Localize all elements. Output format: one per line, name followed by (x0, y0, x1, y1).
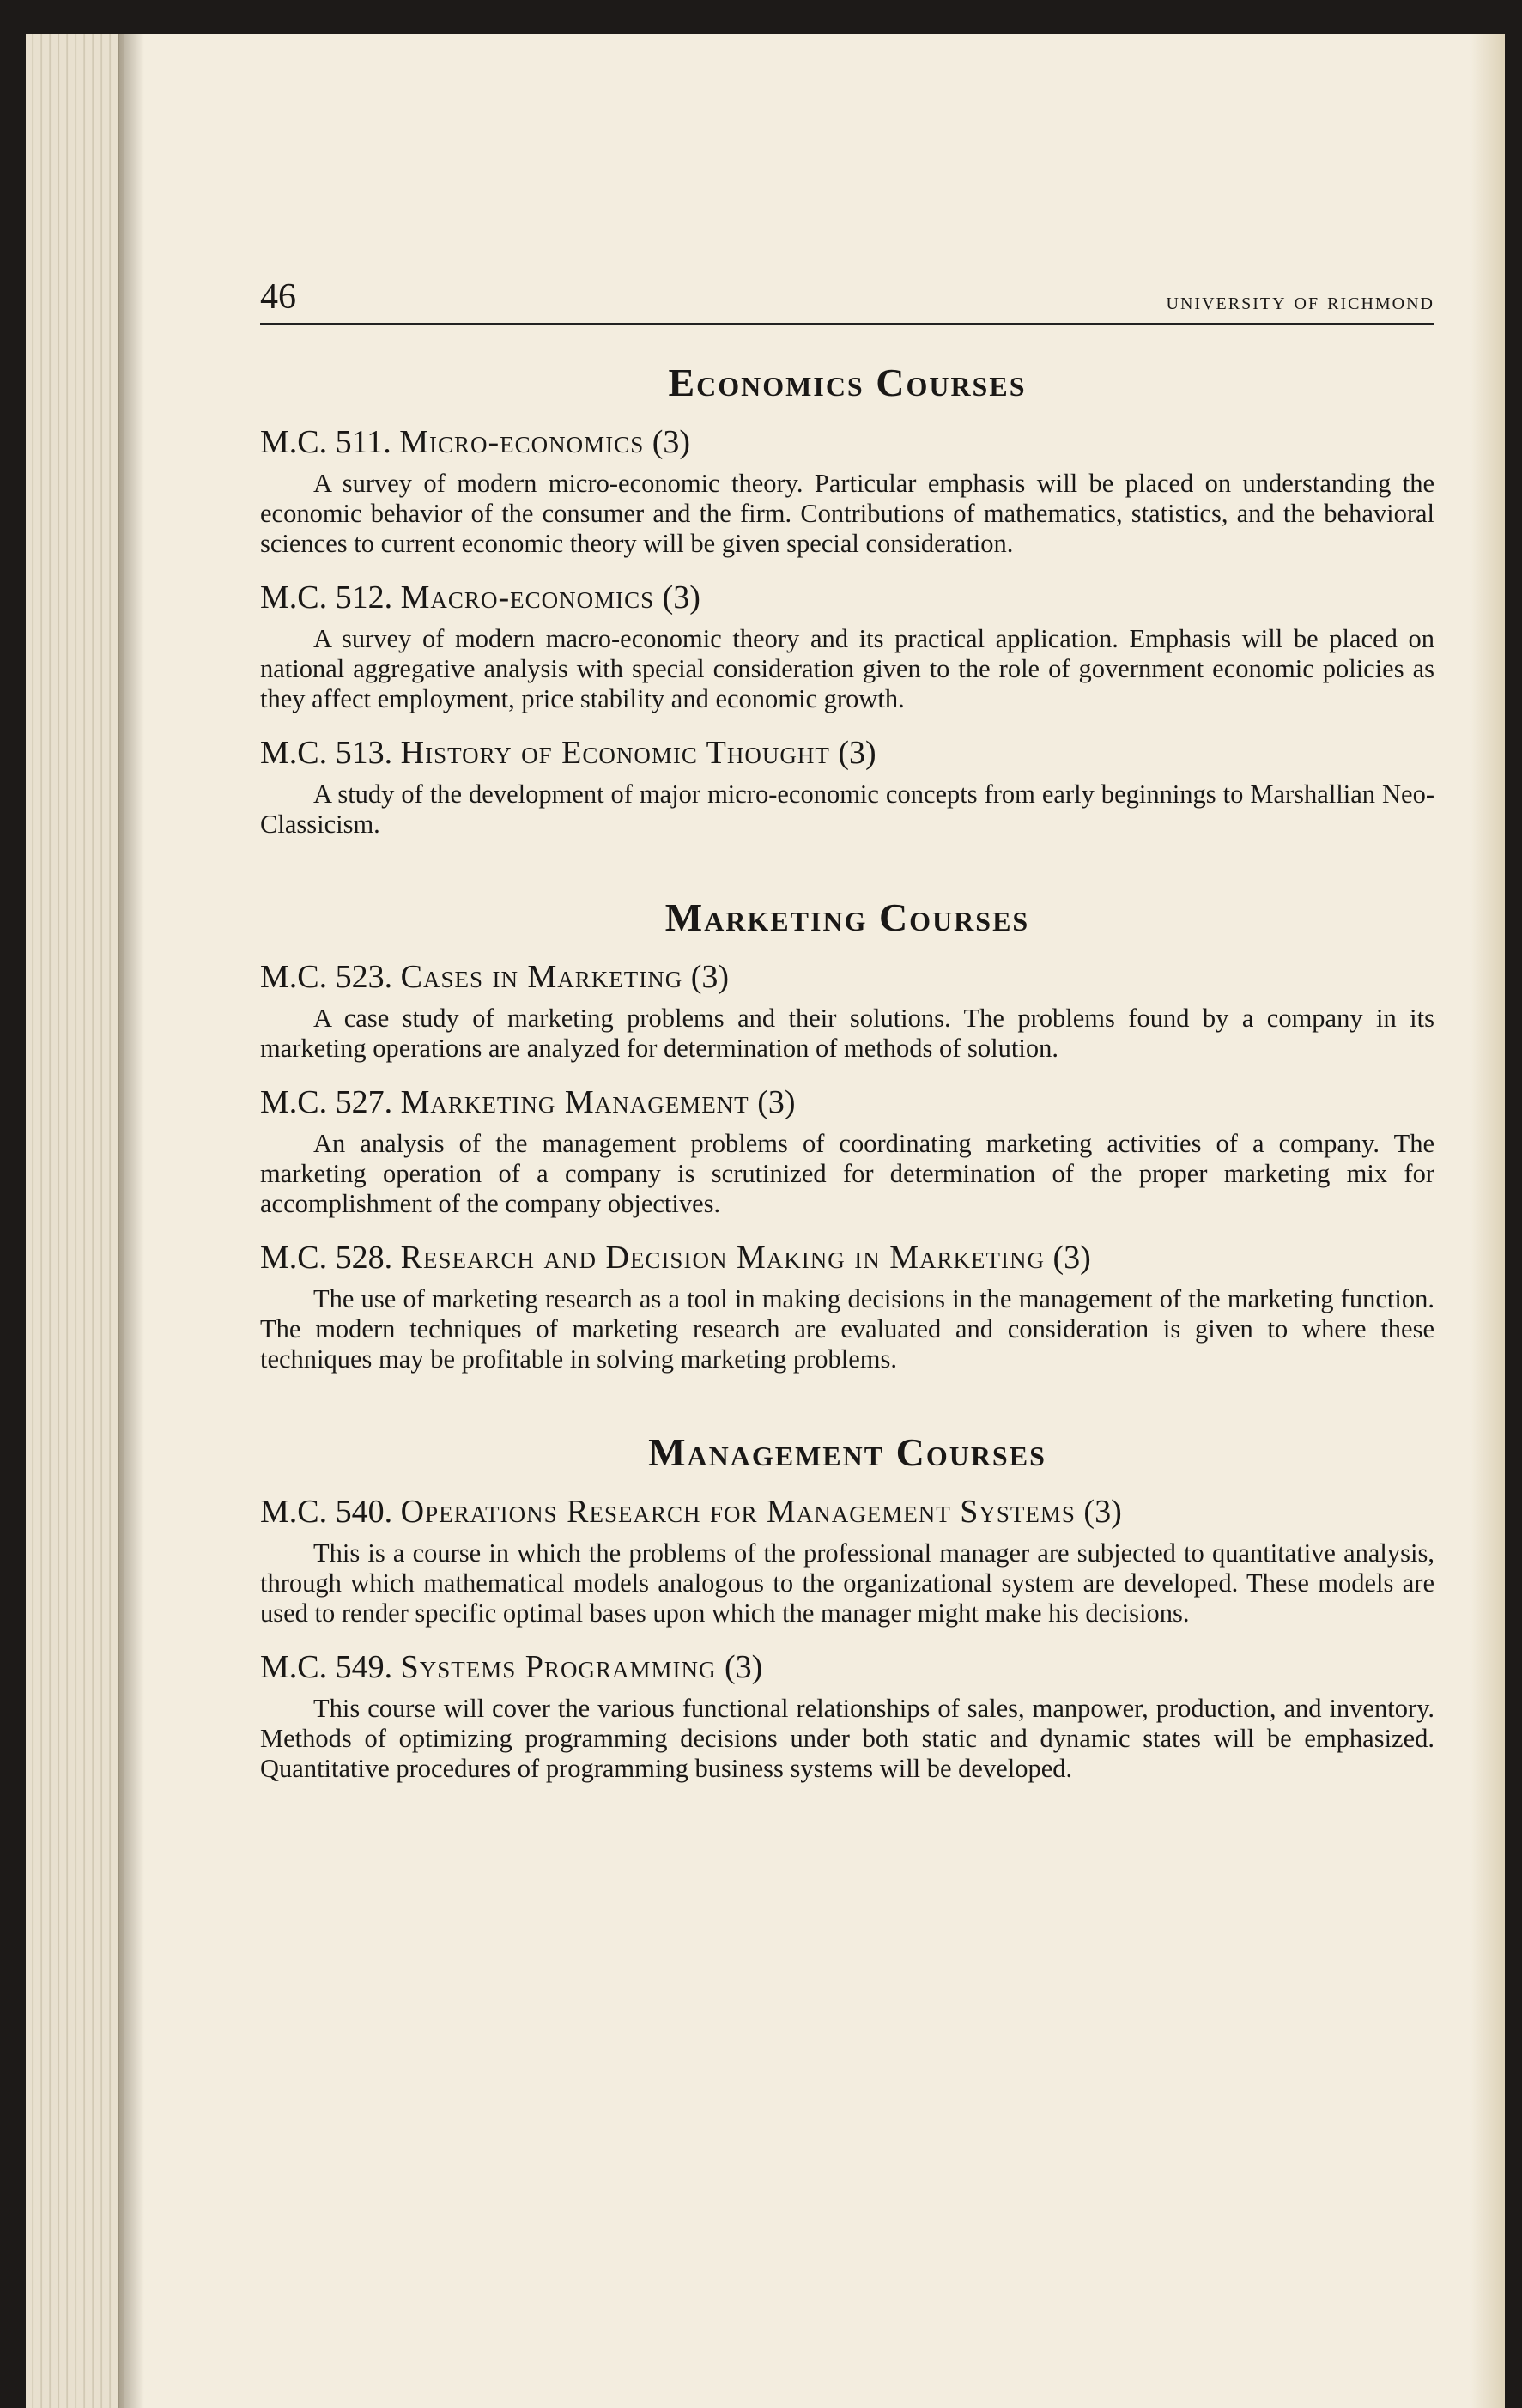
course-credits: (3) (662, 579, 700, 616)
page-header (260, 258, 1434, 325)
course-name: Operations Research for Management Systems (400, 1494, 1076, 1530)
course-description: A survey of modern macro-economic theory and its practical application. Emphasis will be placed on national aggregative analysis with special consideration given to the role of government economic policies as they affect employment, price stability and economic growth. (260, 624, 1434, 713)
page-gutter-shadow (1470, 34, 1505, 2408)
course-code: M.C. 523. (260, 959, 393, 995)
section-heading-management: Management Courses (648, 1430, 1046, 1474)
course-credits: (3) (757, 1084, 796, 1120)
course-entry (260, 1492, 1434, 1629)
book-page-edges (26, 34, 124, 2408)
page-number: 46 (260, 277, 296, 317)
course-title (260, 1492, 1434, 1532)
course-credits: (3) (1083, 1494, 1122, 1530)
course-credits: (3) (1052, 1240, 1091, 1276)
course-name: History of Economic Thought (400, 735, 830, 771)
course-code: M.C. 549. (260, 1649, 393, 1685)
course-entry (260, 1238, 1434, 1374)
section-heading-economics: Economics Courses (668, 361, 1027, 404)
course-title (260, 422, 1434, 462)
course-entry (260, 733, 1434, 840)
course-description: A study of the development of major micro-economic concepts from early beginnings to Marshallian Neo-Classicism. (260, 779, 1434, 839)
course-entry (260, 578, 1434, 714)
course-entry (260, 957, 1434, 1064)
course-description: This is a course in which the problems of the professional manager are subjected to quantitative analysis, through which mathematical models analogous to the organizational system are developed. These models are used to render specific optimal bases upon which the manager might make his decisions. (260, 1538, 1434, 1628)
course-credits: (3) (690, 959, 730, 995)
course-description: This course will cover the various functional relationships of sales, manpower, production, and inventory. Methods of optimizing programming decisions under both static and dynamic states will be emphasized. Quantitative procedures of programming business systems will be developed. (260, 1694, 1434, 1783)
course-entry (260, 1083, 1434, 1219)
course-description: A survey of modern micro-economic theory. Particular emphasis will be placed on understanding the economic behavior of the consumer and the firm. Contributions of mathematics, statistics, and the behavioral sciences to current economic theory will be given special consideration. (260, 469, 1434, 558)
course-credits: (3) (838, 735, 876, 771)
page-content (260, 258, 1434, 1784)
course-name: Macro-economics (400, 579, 655, 616)
course-code: M.C. 513. (260, 735, 393, 771)
course-entry (260, 422, 1434, 559)
course-title (260, 957, 1434, 997)
course-code: M.C. 540. (260, 1494, 393, 1530)
course-code: M.C. 511. (260, 424, 391, 460)
course-name: Systems Programming (400, 1649, 717, 1685)
course-credits: (3) (652, 424, 691, 460)
course-name: Micro-economics (399, 424, 645, 460)
course-entry (260, 1647, 1434, 1784)
course-code: M.C. 527. (260, 1084, 393, 1120)
course-description: An analysis of the management problems of coordinating marketing activities of a company. The marketing operation of a company is scrutinized for determination of the proper marketing mix for accomplishment of the company objectives. (260, 1129, 1434, 1218)
course-title (260, 578, 1434, 617)
running-head: university of richmond (1166, 288, 1434, 315)
section-heading-marketing: Marketing Courses (664, 895, 1030, 939)
course-name: Research and Decision Making in Marketing (400, 1240, 1045, 1276)
course-name: Marketing Management (400, 1084, 749, 1120)
course-description: The use of marketing research as a tool in making decisions in the management of the marketing function. The modern techniques of marketing research are evaluated and consideration is given to where these techniques may be profitable in solving marketing problems. (260, 1284, 1434, 1374)
course-description: A case study of marketing problems and their solutions. The problems found by a company in its marketing operations are analyzed for determination of methods of solution. (260, 1004, 1434, 1063)
course-code: M.C. 528. (260, 1240, 393, 1276)
course-name: Cases in Marketing (400, 959, 683, 995)
course-title (260, 1083, 1434, 1122)
course-credits: (3) (724, 1649, 763, 1685)
course-title (260, 733, 1434, 773)
course-title (260, 1238, 1434, 1277)
course-title (260, 1647, 1434, 1687)
spine-shadow (118, 34, 144, 2408)
course-code: M.C. 512. (260, 579, 393, 616)
